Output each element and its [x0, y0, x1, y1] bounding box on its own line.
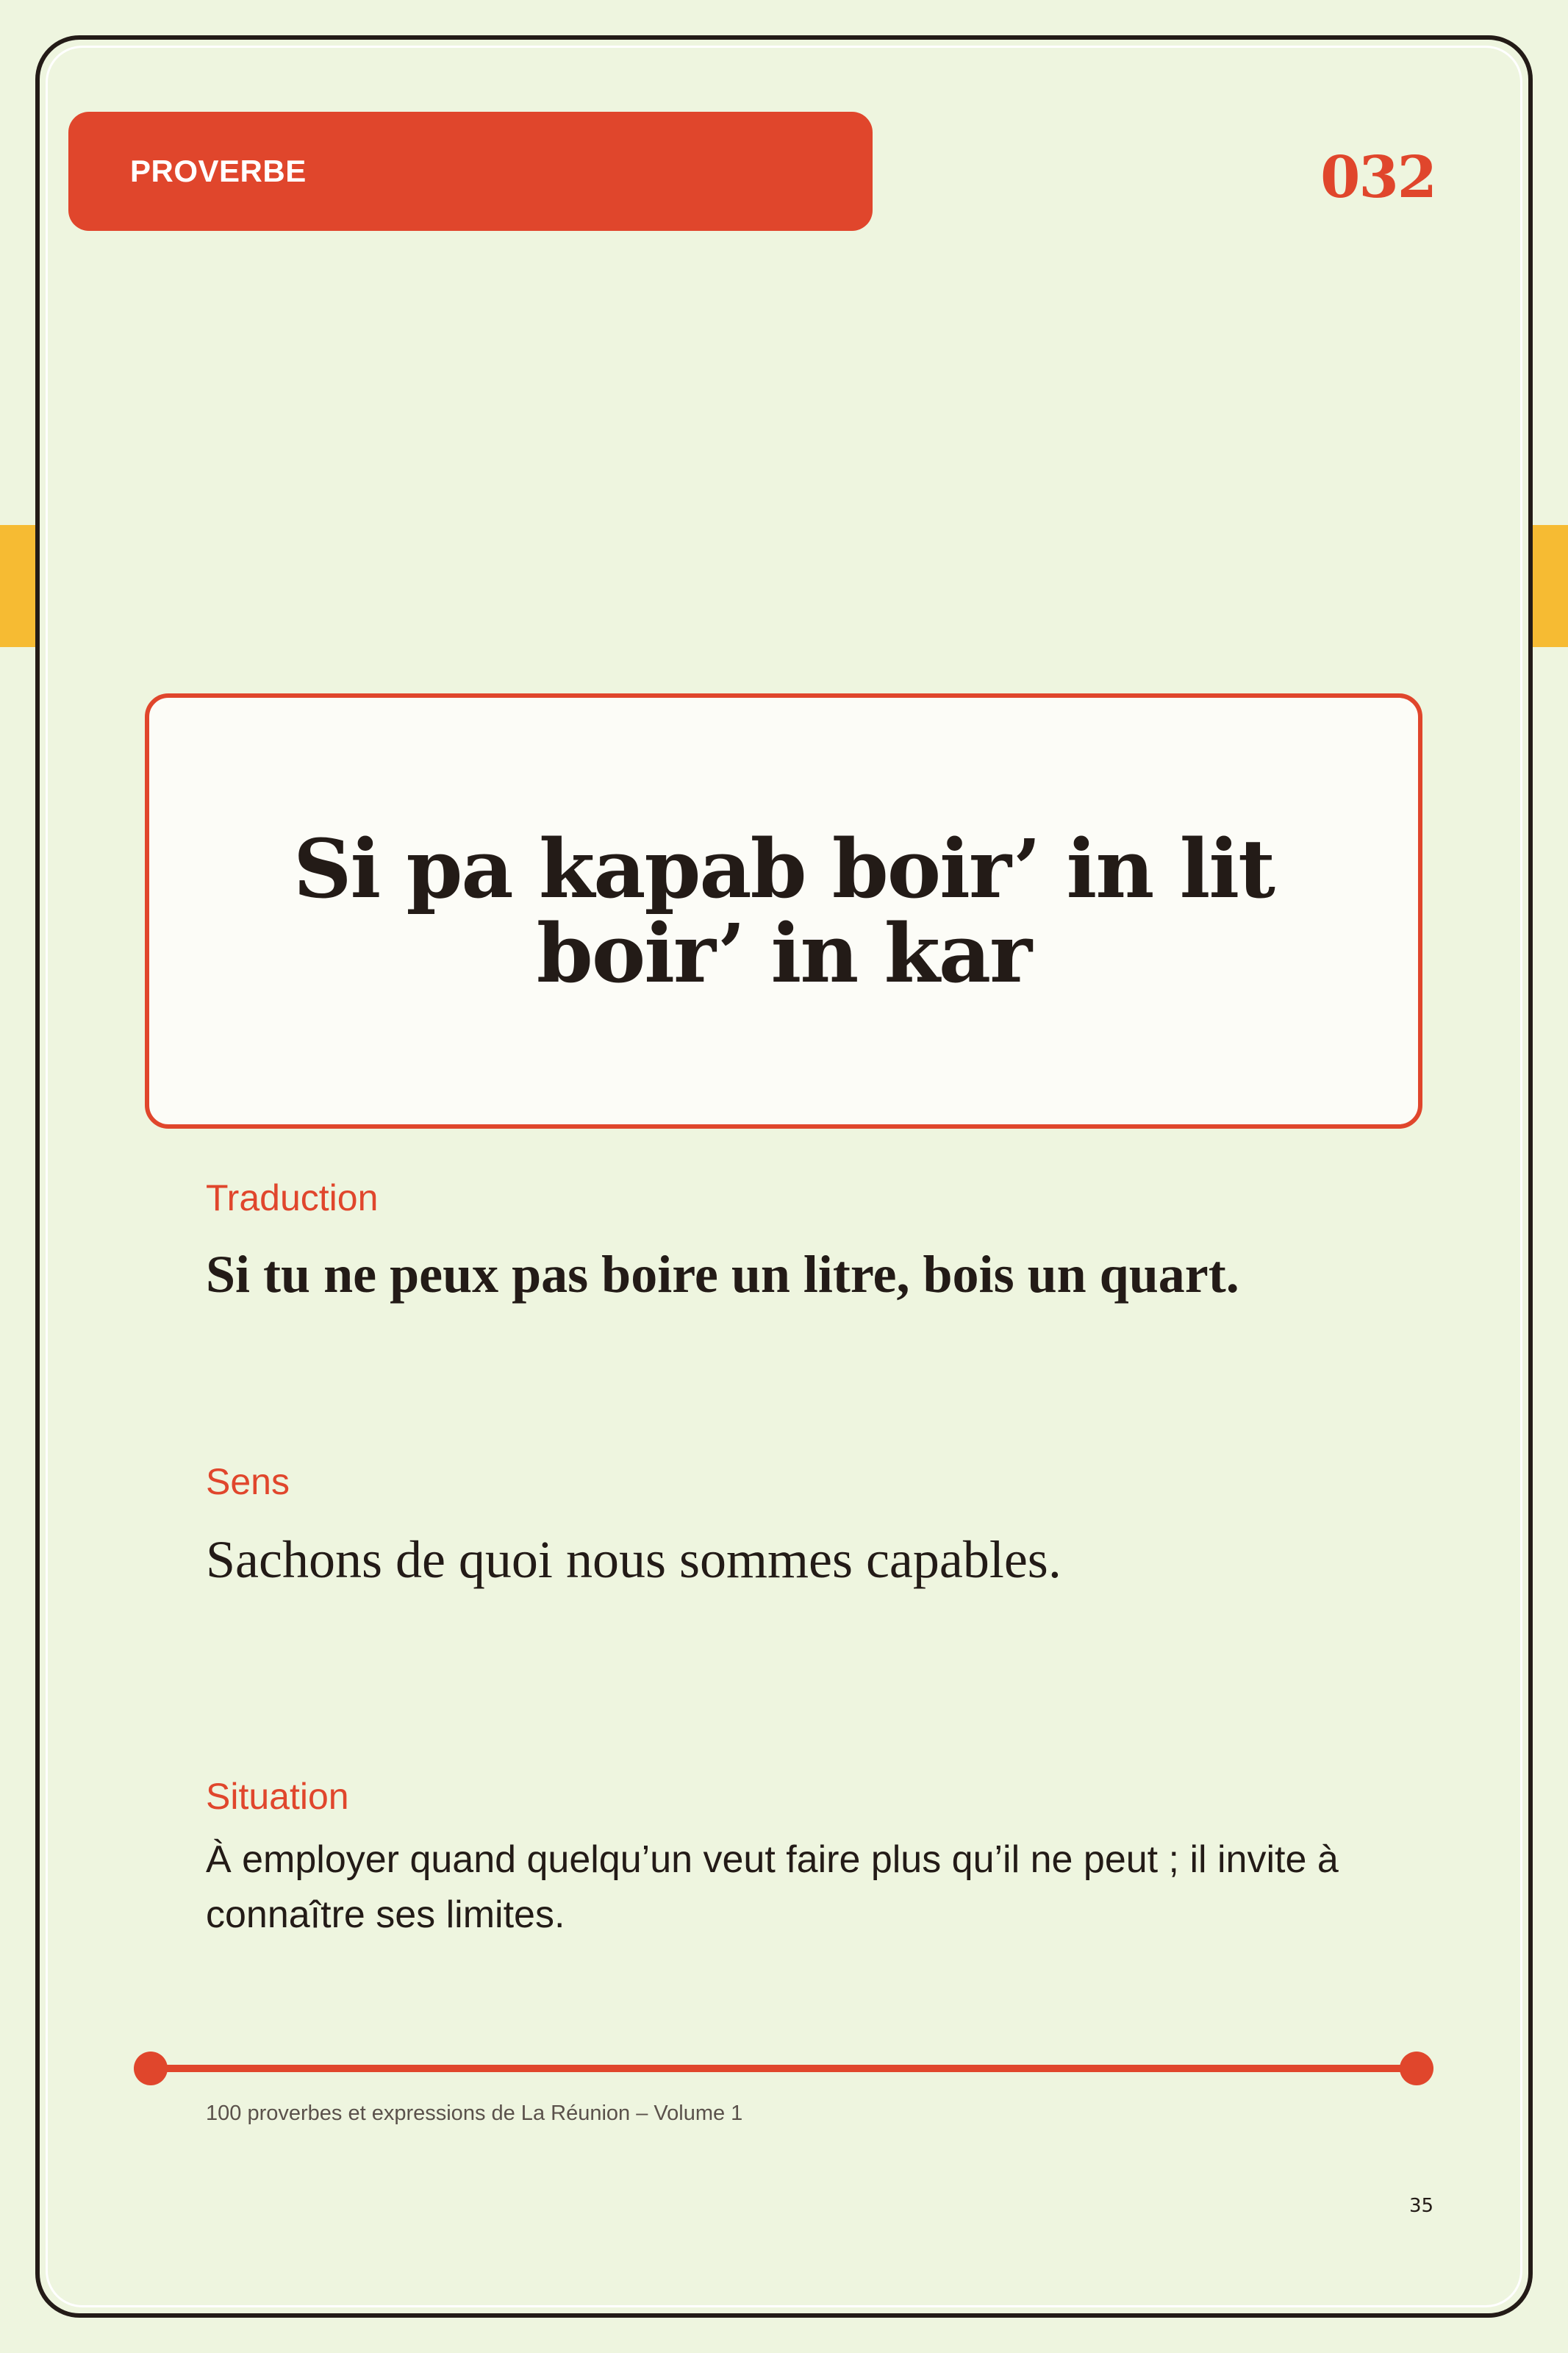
proverb-line-1: Si pa kapab boir’ in lit: [293, 821, 1274, 916]
proverb-text: [293, 821, 1274, 1001]
side-tab-left: [0, 525, 35, 647]
divider-line: [150, 2065, 1416, 2072]
divider-dot-left: [134, 2052, 168, 2085]
translation-text: Si tu ne peux pas boire un litre, bois un quart.: [206, 1245, 1239, 1304]
situation-label: Situation: [206, 1776, 349, 1817]
situation-text: À employer quand quelqu’un veut faire plus qu’il ne peut ; il invite à connaître ses limites.: [206, 1838, 1339, 1936]
meaning-label: Sens: [206, 1461, 290, 1502]
proverb-box: [145, 693, 1422, 1129]
card-number: 032: [1320, 144, 1436, 211]
page-number: 35: [1409, 2195, 1434, 2217]
divider-dot-right: [1400, 2052, 1433, 2085]
header-bar: [68, 112, 873, 231]
category-label: PROVERBE: [130, 154, 307, 188]
footer-text: 100 proverbes et expressions de La Réunion – Volume 1: [206, 2102, 743, 2125]
side-tab-right: [1533, 525, 1568, 647]
translation-label: Traduction: [206, 1177, 379, 1218]
meaning-text: Sachons de quoi nous sommes capables.: [206, 1530, 1062, 1589]
proverb-line-2: boir’ in kar: [536, 906, 1031, 1001]
